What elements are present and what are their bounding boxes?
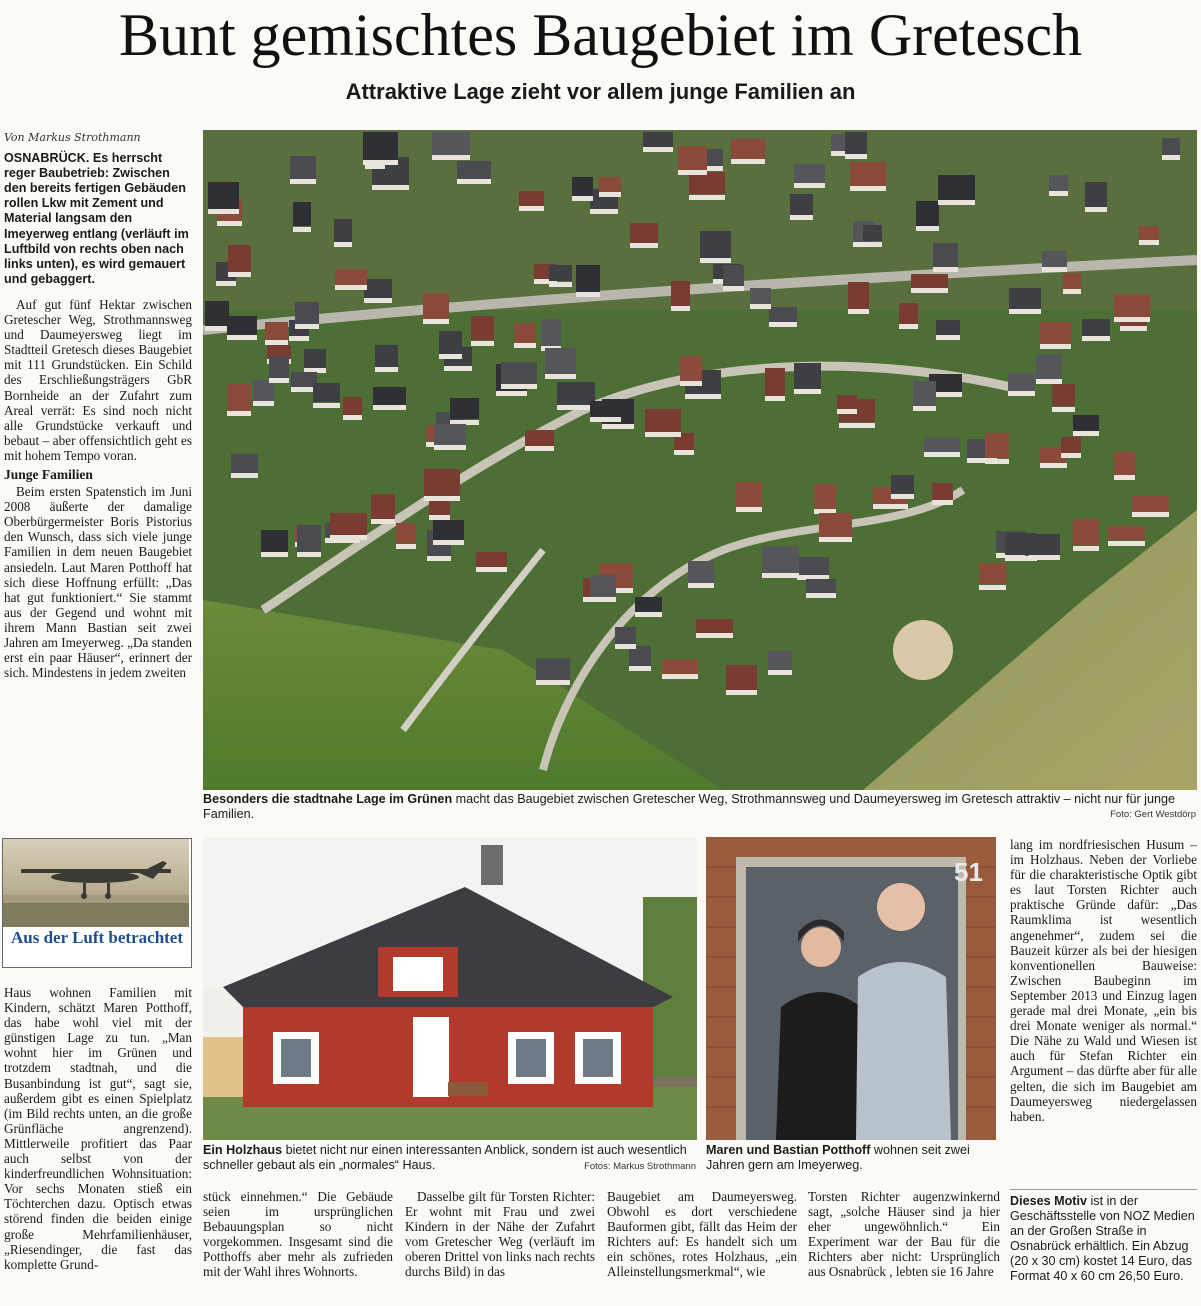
house-wall	[396, 544, 416, 549]
house-wall	[1162, 155, 1180, 160]
house-roof	[1042, 251, 1067, 268]
house-roof	[1082, 319, 1110, 336]
house-roof	[797, 557, 829, 575]
house-wall	[932, 500, 953, 505]
house-wall	[837, 409, 857, 414]
couple-caption-text: wohnen seit zwei Jahren gern am Imeyerweg.	[706, 1143, 970, 1172]
body-paragraph: lang im nordfriesischen Husum – im Holzhaus. Neben der Vorliebe für die charakteristische Optik gibt es laut Torsten Richter auch praktische Gründe dafür: „Das Raumklima ist wesentlich angenehmer“, zudem sei die Bauzeit kürzer als bei der hiesigen konventionellen Bauweise: Zwischen Baubeginn im September 2013 und Einzug lagen gerade mal drei Monate, „ein bis drei Monate weniger als normal.“ Die Nähe zu Wald und Wiesen ist auch für Stefan Richter ein Argument – das dürfte aber für alle gelten, die sich im Baugebiet am Daumeyersweg niedergelassen haben.	[1010, 837, 1197, 1124]
main-photo-credit: Foto: Gert Westdörp	[1110, 809, 1196, 820]
house-roof	[913, 381, 936, 406]
house-wall	[924, 452, 960, 457]
house-wall	[228, 272, 251, 277]
house-wall	[723, 286, 744, 291]
house-wall	[736, 507, 762, 512]
house-roof	[227, 384, 251, 411]
lead-paragraph: OSNABRÜCK. Es herrscht reger Baubetrieb: Zwischen den bereits fertigen Gebäuden rollen Lkw mit Zement und Material langsam den Imeyerweg entlang (verläuft im Luftbild von rechts oben nach links unten), es wird gemauert und gebaggert.	[4, 151, 189, 286]
bottom-column-1	[203, 1189, 393, 1280]
left-column-bottom	[4, 985, 192, 1272]
house-wall	[1114, 475, 1135, 480]
house-wall	[439, 354, 462, 359]
house-wall	[765, 396, 785, 401]
aerial-photo	[203, 130, 1197, 790]
house-roof	[290, 156, 316, 180]
house-wall	[645, 432, 681, 437]
house-wall	[1132, 512, 1169, 517]
house-wall	[688, 583, 714, 588]
house-roof	[536, 658, 570, 681]
house-wall	[769, 322, 797, 327]
house-wall	[936, 335, 960, 340]
house-roof	[1063, 273, 1081, 289]
house-wall	[1042, 267, 1067, 272]
house-photo-credit: Fotos: Markus Strothmann	[584, 1161, 696, 1172]
house-wall	[1120, 326, 1147, 331]
house-roof	[433, 520, 464, 540]
house-roof	[269, 356, 289, 378]
house-wall	[819, 537, 852, 542]
house-roof	[1009, 288, 1041, 310]
house-roof	[615, 627, 636, 644]
subheadline: Attraktive Lage zieht vor allem junge Familien an	[345, 79, 856, 104]
house-wall	[602, 424, 634, 429]
house-roof	[850, 162, 886, 186]
house-roof	[363, 132, 398, 160]
house-wall	[363, 160, 398, 165]
house-wall	[839, 423, 875, 428]
house-wall	[364, 298, 392, 303]
house-wall	[911, 288, 948, 293]
house-wall	[231, 473, 258, 478]
house-roof	[1108, 526, 1145, 540]
house-wall	[205, 326, 229, 331]
house-wall	[806, 593, 836, 598]
house-wall	[457, 179, 491, 184]
house-roof	[525, 430, 554, 446]
house-wall	[1073, 546, 1099, 551]
house-roof	[985, 433, 1009, 458]
house-wall	[933, 267, 958, 272]
house-wall	[427, 556, 451, 561]
house-roof	[576, 265, 600, 292]
house-wall	[979, 585, 1006, 590]
headline: Bunt gemischtes Baugebiet im Gretesch	[118, 2, 1083, 68]
house-roof	[671, 281, 690, 306]
house-roof	[848, 282, 869, 310]
house-number: 51	[954, 857, 983, 887]
house-roof	[924, 438, 960, 452]
bottom-column-2	[405, 1189, 595, 1280]
house-roof	[295, 302, 319, 325]
house-wall	[762, 573, 799, 578]
house-roof	[723, 265, 744, 286]
house-roof	[261, 530, 288, 552]
house-roof	[765, 368, 785, 396]
house-wall	[794, 183, 825, 188]
house-roof	[1132, 496, 1169, 513]
house-roof	[645, 409, 681, 432]
house-wall	[514, 343, 536, 348]
house-wall	[295, 324, 319, 329]
house-photo-graphic	[203, 837, 697, 1140]
house-wall	[643, 147, 673, 152]
house-wall	[549, 282, 572, 287]
house-wall	[845, 154, 867, 159]
house-wall	[726, 690, 757, 695]
house-wall	[293, 227, 311, 232]
main-caption-text: macht das Baugebiet zwischen Gretescher Weg, Strothmannsweg und Daumeyersweg im Gretesch attraktiv – nicht nur für junge Familien.	[203, 792, 1175, 821]
body-paragraph: Torsten Richter augenzwinkernd sagt, „solche Häuser sind ja hier eher ungewöhnlich.“ Ein Experiment war der Bau für die Richters aber nicht: Ursprünglich aus Osnabrück , lebten sie 16 Jahre	[808, 1189, 1000, 1280]
body-paragraph: Baugebiet am Daumeyersweg. Obwohl es dort verschiedene Bauformen gibt, fällt das Heim der Richters auf: Es handelt sich um ein schönes, rotes Holzhaus, „ein Alleinstellungsmerkmal“, wie	[607, 1189, 797, 1280]
couple-caption-bold: Maren und Bastian Potthoff	[706, 1143, 871, 1157]
house-wall	[629, 666, 651, 671]
teaser-box[interactable]	[2, 838, 192, 968]
house-wall	[1139, 240, 1159, 245]
house-photo	[203, 837, 697, 1140]
house-wall	[680, 381, 702, 386]
house-roof	[938, 175, 975, 200]
house-roof	[599, 177, 621, 193]
house-wall	[1082, 336, 1110, 341]
house-wall	[863, 242, 882, 247]
teaser-image	[3, 839, 189, 927]
house-wall	[913, 406, 936, 411]
bottom-column-3	[607, 1189, 797, 1280]
house-roof	[375, 345, 398, 367]
house-roof	[979, 563, 1006, 584]
house-roof	[371, 494, 395, 519]
house-wall	[572, 196, 593, 201]
house-wall	[289, 336, 309, 341]
house-roof	[514, 323, 536, 343]
house-wall	[985, 459, 1009, 464]
house-roof	[911, 274, 948, 288]
house-roof	[726, 665, 757, 691]
house-roof	[688, 561, 714, 583]
house-roof	[471, 316, 494, 340]
house-roof	[231, 454, 258, 473]
house-roof	[762, 546, 799, 573]
house-wall	[545, 374, 576, 379]
house-wall	[938, 200, 975, 205]
left-column-top	[4, 130, 192, 680]
house-roof	[304, 349, 326, 368]
house-wall	[1008, 391, 1035, 396]
house-roof	[265, 322, 288, 340]
house-wall	[590, 209, 618, 214]
info-box-bold: Dieses Motiv	[1010, 1194, 1087, 1208]
house-wall	[343, 415, 362, 420]
body-paragraph: Dasselbe gilt für Torsten Richter: Er wohnt mit Frau und zwei Kindern in der Nähe der Zufahrt vom Gretescher Weg (verläuft im oberen Drittel von links nach rechts durchs Bild) in das	[405, 1189, 595, 1280]
house-roof	[1052, 384, 1075, 406]
house-wall	[1052, 407, 1075, 412]
house-roof	[863, 225, 882, 241]
house-roof	[837, 395, 857, 409]
house-roof	[891, 475, 914, 494]
house-wall	[1009, 309, 1041, 314]
body-paragraph: Haus wohnen Familien mit Kindern, schätzt Maren Potthoff, das habe wohl viel mit der günstigen Lage zu tun. „Man wohnt hier im Grünen und trotzdem stadtnah, und die Busanbindung ist gut“, sagt sie, außerdem gibt es einen Spielplatz (im Bild rechts unten, an die große Grünfläche angrenzend). Mittlerweile profitiert das Paar auch selbst von der kinderfreundlichen Wohnsituation: Vor sechs Monaten stieß ein Töchterchen dazu. Optisch etwas störend finden die beiden einige große Mehrfamilienhäuser, „Riesendinger, die fast das komplette Grund-	[4, 985, 192, 1272]
house-wall	[557, 405, 595, 410]
house-roof	[476, 552, 507, 567]
house-wall	[433, 540, 464, 545]
house-wall	[1085, 207, 1107, 212]
house-wall	[536, 680, 570, 685]
house-wall	[501, 384, 537, 389]
house-roof	[814, 484, 836, 509]
house-wall	[432, 155, 470, 160]
house-roof	[423, 293, 449, 320]
house-roof	[678, 146, 707, 170]
house-caption-bold: Ein Holzhaus	[203, 1143, 283, 1157]
right-column	[1010, 837, 1197, 1124]
house-roof	[373, 387, 406, 405]
house-roof	[208, 182, 239, 210]
house-wall	[330, 535, 367, 540]
house-wall	[891, 494, 914, 499]
house-wall	[471, 341, 494, 346]
house-wall	[525, 446, 554, 451]
house-roof	[1114, 294, 1150, 317]
house-roof	[541, 319, 561, 346]
house-wall	[519, 206, 544, 211]
house-wall	[790, 215, 813, 220]
house-wall	[696, 633, 733, 638]
house-roof	[769, 307, 797, 322]
house-wall	[662, 674, 698, 679]
house-wall	[1073, 431, 1099, 436]
house-roof	[343, 397, 362, 415]
house-roof	[1139, 226, 1159, 240]
house-roof	[700, 231, 731, 258]
house-roof	[364, 279, 392, 298]
house-roof	[845, 132, 867, 155]
house-wall	[1114, 317, 1150, 322]
couple-photo	[706, 837, 996, 1140]
house-roof	[590, 575, 616, 598]
house-wall	[1063, 289, 1081, 294]
house-wall	[434, 445, 466, 450]
house-wall	[590, 417, 621, 422]
house-roof	[1073, 519, 1099, 545]
house-wall	[373, 405, 406, 410]
house-wall	[444, 366, 472, 371]
house-roof	[731, 139, 765, 159]
author-line: Von Markus Strothmann	[4, 131, 141, 144]
house-wall	[671, 306, 690, 311]
house-roof	[450, 398, 479, 419]
info-box	[1010, 1189, 1197, 1285]
house-wall	[290, 179, 316, 184]
house-wall	[1108, 541, 1145, 546]
house-wall	[261, 552, 288, 557]
house-roof	[794, 363, 821, 389]
house-wall	[1005, 556, 1037, 561]
house-roof	[313, 383, 340, 402]
house-wall	[227, 411, 251, 416]
house-roof	[689, 172, 725, 194]
house-wall	[794, 389, 821, 394]
house-roof	[396, 523, 416, 543]
couple-caption	[706, 1143, 996, 1173]
body-paragraph: Beim ersten Spatenstich im Juni 2008 äußerte der damalige Oberbürgermeister Boris Pistorius den Wunsch, dass sich viele junge Familien in dem neuen Baugebiet ansiedeln. Laut Maren Potthoff hat sich diese Hoffnung erfüllt: „Das hat gut funktioniert.“ Sie stammt aus der Gegend und wohnt mit ihrem Mann Bastian seit zwei Jahren am Imeyerweg. „Da standen erst ein paar Häuser“, erinnert der sich. Mindestens in jedem zweiten	[4, 484, 192, 681]
house-wall	[372, 185, 409, 190]
house-roof	[790, 194, 813, 215]
house-wall	[850, 186, 886, 191]
couple-photo-graphic	[706, 837, 996, 1140]
house-wall	[630, 243, 658, 248]
house-wall	[335, 285, 367, 290]
body-paragraph: Auf gut fünf Hektar zwischen Gretescher Weg, Strothmannsweg und Daumeyersweg liegt im Stadtteil Gretesch dieses Baugebiet mit 111 Grundstücken. Ein Schild des Erschließungsträgers GbR Bornheide an der Zufahrt zum Areal verrät: Es sind noch nicht alle Grundstücke verkauft und bebaut – aber offensichtlich geht es mit hohem Tempo voran.	[4, 296, 192, 463]
house-roof	[916, 201, 939, 226]
house-wall	[269, 378, 289, 383]
house-roof	[794, 164, 825, 183]
house-wall	[731, 159, 765, 164]
house-wall	[615, 644, 636, 649]
house-roof	[1114, 452, 1135, 476]
airplane-icon	[3, 839, 189, 927]
house-roof	[519, 191, 544, 206]
house-roof	[680, 356, 702, 381]
house-wall	[599, 192, 621, 197]
house-wall	[1036, 379, 1062, 384]
house-wall	[227, 335, 257, 340]
house-roof	[335, 269, 367, 285]
house-wall	[848, 309, 869, 314]
house-roof	[936, 320, 960, 336]
house-wall	[1061, 453, 1081, 458]
house-wall	[253, 401, 274, 406]
house-wall	[590, 597, 616, 602]
subheading: Junge Familien	[4, 466, 93, 482]
house-roof	[434, 424, 466, 446]
house-wall	[899, 324, 918, 329]
house-wall	[873, 504, 908, 509]
house-wall	[371, 519, 395, 524]
house-roof	[1162, 138, 1180, 155]
house-wall	[265, 340, 288, 345]
house-wall	[750, 304, 771, 309]
house-roof	[557, 382, 595, 405]
house-wall	[916, 226, 939, 231]
house-roof	[643, 132, 673, 147]
house-wall	[1049, 191, 1068, 196]
house-roof	[501, 362, 537, 384]
house-caption-text: bietet nicht nur einen interessanten Anblick, sondern ist auch wesentlich schneller gebaut als ein „normales“ Haus.	[203, 1143, 687, 1172]
house-wall	[423, 319, 449, 324]
house-roof	[1008, 373, 1035, 391]
house-wall	[334, 242, 352, 247]
house-roof	[330, 513, 367, 536]
house-roof	[227, 316, 257, 335]
house-wall	[635, 612, 662, 617]
house-roof	[545, 348, 576, 374]
house-roof	[228, 245, 251, 272]
house-roof	[736, 482, 762, 507]
house-wall	[674, 450, 694, 455]
house-roof	[572, 177, 593, 196]
house-wall	[1040, 463, 1067, 468]
house-roof	[549, 265, 572, 281]
house-wall	[208, 209, 239, 214]
house-roof	[1073, 415, 1099, 431]
house-roof	[293, 202, 311, 226]
house-wall	[217, 221, 242, 226]
house-roof	[662, 659, 698, 675]
house-roof	[439, 331, 462, 354]
body-paragraph: stück einnehmen.“ Die Gebäude seien im ursprünglichen Bebauungsplan so nicht vorgekommen. Insgesamt sind die Potthoffs aber mehr als zufrieden mit der Wahl ihres Wohnorts.	[203, 1189, 393, 1280]
house-roof	[297, 525, 321, 552]
house-roof	[768, 651, 792, 670]
teaser-title: Aus der Luft betrachtet	[10, 928, 184, 947]
house-wall	[685, 394, 721, 399]
house-wall	[216, 281, 236, 286]
house-wall	[313, 403, 340, 408]
house-roof	[819, 513, 852, 537]
house-roof	[1061, 437, 1081, 453]
house-roof	[1036, 354, 1062, 379]
house-wall	[689, 195, 725, 200]
house-roof	[1049, 175, 1068, 192]
house-roof	[432, 132, 470, 155]
house-wall	[496, 391, 527, 396]
house-roof	[457, 161, 491, 179]
house-wall	[700, 258, 731, 263]
main-caption-bold: Besonders die stadtnahe Lage im Grünen	[203, 792, 453, 806]
house-roof	[205, 301, 229, 327]
aerial-photo-graphic	[203, 130, 1197, 790]
info-box-text: ist in der Geschäftsstelle von NOZ Medien an der Großen Straße in Osnabrück erhältlich. Ein Abzug (20 x 30 cm) kostet 14 Euro, das Format 40 x 60 cm 26,50 Euro.	[1010, 1194, 1195, 1284]
house-roof	[253, 380, 274, 401]
house-wall	[1040, 344, 1071, 349]
house-roof	[1085, 182, 1107, 207]
house-roof	[424, 469, 460, 496]
house-roof	[932, 483, 953, 500]
house-wall	[429, 515, 450, 520]
house-wall	[476, 567, 507, 572]
house-wall	[678, 170, 707, 175]
house-roof	[806, 579, 836, 593]
house-wall	[768, 670, 792, 675]
house-roof	[590, 401, 621, 417]
bottom-column-4	[808, 1189, 1000, 1280]
house-wall	[576, 292, 600, 297]
house-roof	[630, 223, 658, 243]
house-roof	[750, 288, 771, 304]
house-roof	[1005, 533, 1037, 555]
house-roof	[899, 303, 918, 324]
house-wall	[297, 552, 321, 557]
house-wall	[375, 367, 398, 372]
house-roof	[933, 243, 958, 267]
house-roof	[1040, 322, 1071, 344]
house-roof	[635, 597, 662, 612]
house-roof	[696, 619, 733, 633]
house-wall	[424, 496, 460, 501]
house-roof	[334, 219, 352, 242]
